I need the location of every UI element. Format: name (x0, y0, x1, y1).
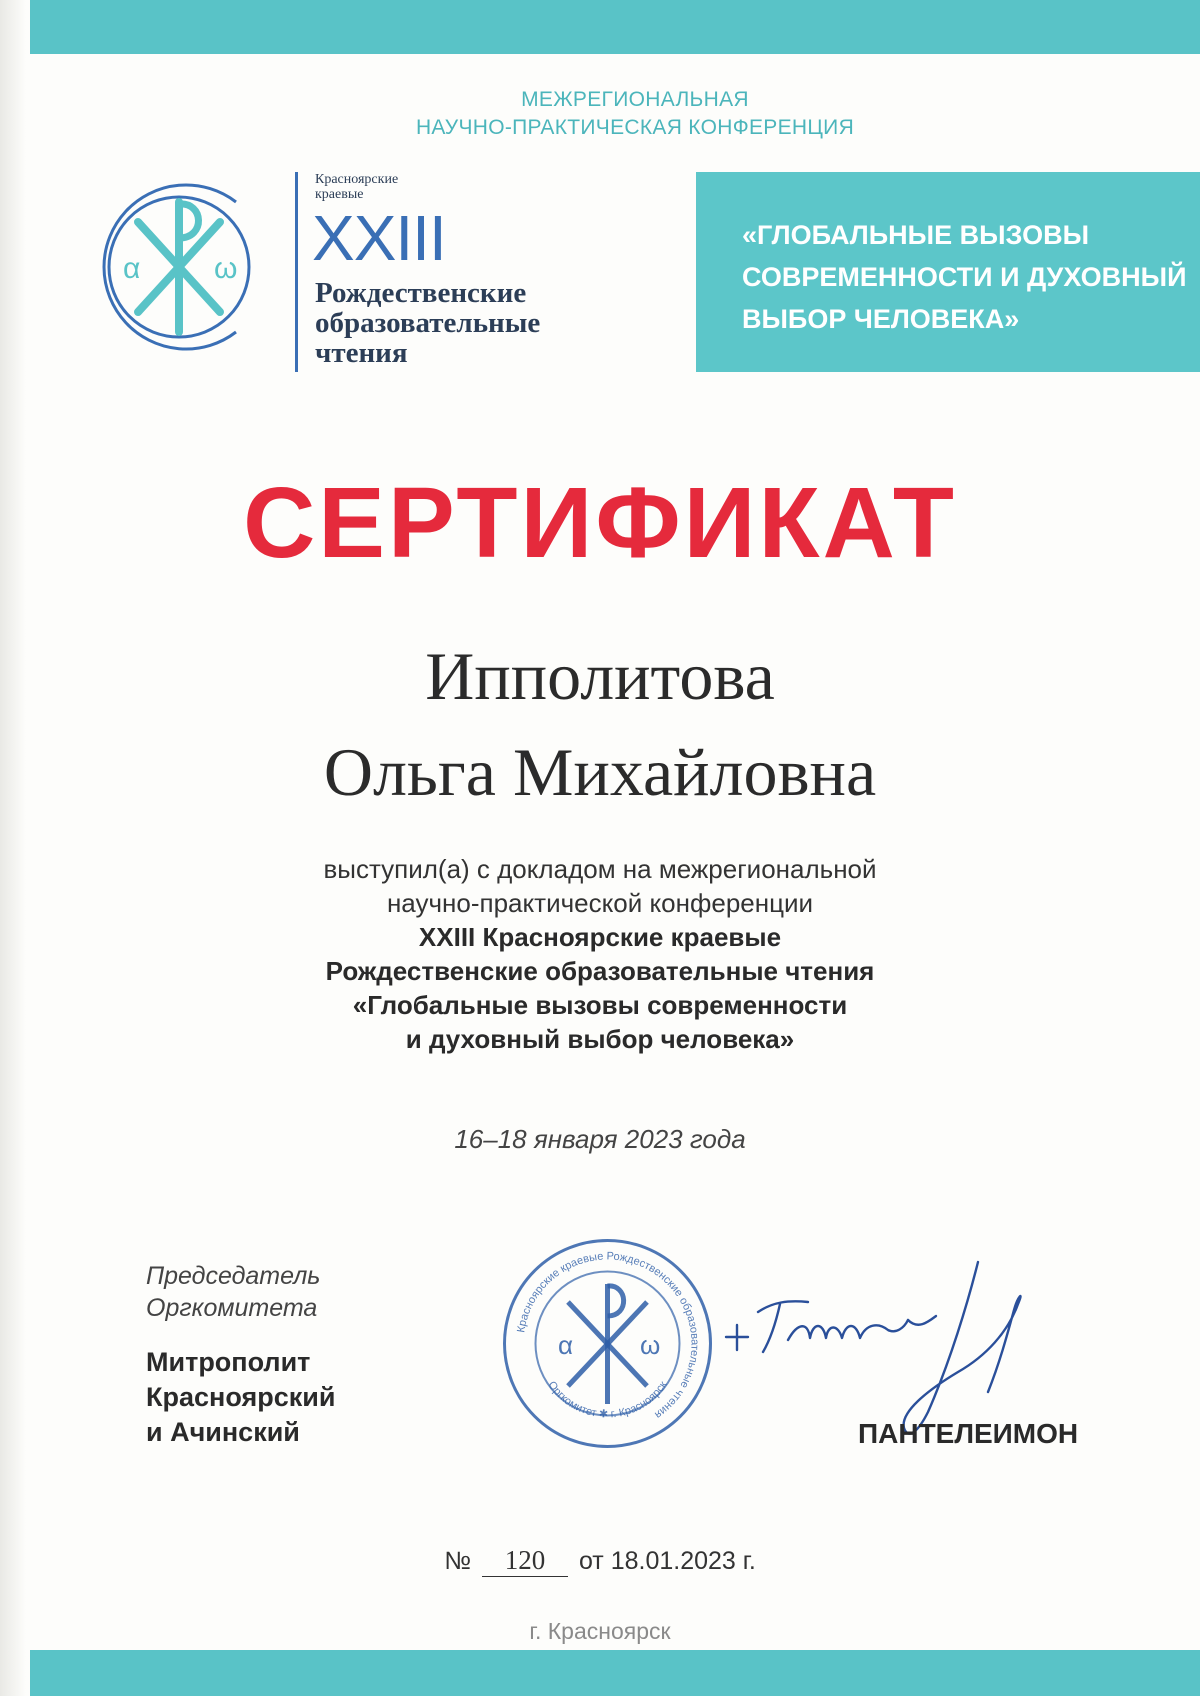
logo-title (315, 278, 540, 368)
chair-title-line-2: Красноярский (146, 1382, 336, 1412)
conference-heading (330, 86, 940, 142)
city-name: г. Красноярск (529, 1618, 671, 1644)
chair-role (146, 1260, 320, 1324)
certificate-number: 120 (482, 1545, 568, 1577)
stamp-ring-text: Красноярские краевые Рождественские образовательные чтения (515, 1250, 701, 1421)
recipient-name (0, 628, 1200, 820)
recipient-given-names: Ольга Михайловна (323, 734, 877, 810)
stamp-omega: ω (640, 1330, 661, 1360)
chair-title (146, 1345, 335, 1450)
body-line-5: «Глобальные вызовы современности (352, 990, 848, 1020)
chair-title-line-3: и Ачинский (146, 1417, 300, 1447)
chair-role-line-2: Оргкомитета (146, 1294, 318, 1322)
bottom-color-band (30, 1650, 1200, 1696)
logo-divider (295, 172, 298, 372)
body-line-2: научно-практической конференции (386, 888, 814, 918)
theme-line-3: ВЫБОР ЧЕЛОВЕКА» (742, 304, 1020, 334)
logo-title-line-2: образовательные (315, 307, 541, 339)
theme-line-2: СОВРЕМЕННОСТИ И ДУХОВНЫЙ (742, 262, 1187, 292)
conference-line-1: МЕЖРЕГИОНАЛЬНАЯ (521, 88, 749, 111)
official-stamp-icon (500, 1236, 715, 1451)
signer-name: ПАНТЕЛЕИМОН (858, 1418, 1079, 1449)
page-edge-shadow (0, 0, 26, 1696)
number-prefix: № (444, 1547, 472, 1575)
body-line-1: выступил(а) с докладом на межрегиональной (323, 854, 877, 884)
logo-title-line-1: Рождественские (315, 277, 527, 309)
logo-small-text (315, 172, 398, 202)
certificate-body (180, 852, 1020, 1056)
logo-small-line-2: краевые (315, 187, 364, 202)
logo-omega: ω (214, 252, 238, 285)
chi-rho-logo-icon (86, 172, 266, 362)
certificate-number-line (0, 1545, 1200, 1577)
body-line-3: XXIII Красноярские краевые (418, 922, 782, 952)
conference-line-2: НАУЧНО-ПРАКТИЧЕСКАЯ КОНФЕРЕНЦИЯ (415, 116, 855, 139)
stamp-alpha: α (558, 1330, 574, 1360)
chair-role-line-1: Председатель (146, 1262, 321, 1290)
body-line-6: и духовный выбор человека» (405, 1024, 795, 1054)
body-line-4: Рождественские образовательные чтения (325, 956, 875, 986)
logo-alpha: α (123, 252, 141, 285)
logo-roman-number: XXIII (312, 202, 446, 274)
top-color-band (30, 0, 1200, 54)
certificate-title: СЕРТИФИКАТ (243, 467, 957, 579)
event-dates: 16–18 января 2023 года (454, 1124, 746, 1154)
chair-title-line-1: Митрополит (146, 1347, 311, 1377)
stamp-bottom-text: Оргкомитет ✱ г. Красноярск (545, 1379, 670, 1421)
logo-title-line-3: чтения (315, 337, 408, 369)
issue-date: от 18.01.2023 г. (578, 1547, 756, 1575)
theme-line-1: «ГЛОБАЛЬНЫЕ ВЫЗОВЫ (742, 220, 1090, 250)
logo-small-line-1: Красноярские (315, 172, 399, 187)
recipient-surname: Ипполитова (425, 638, 775, 714)
theme-text (742, 214, 1192, 340)
